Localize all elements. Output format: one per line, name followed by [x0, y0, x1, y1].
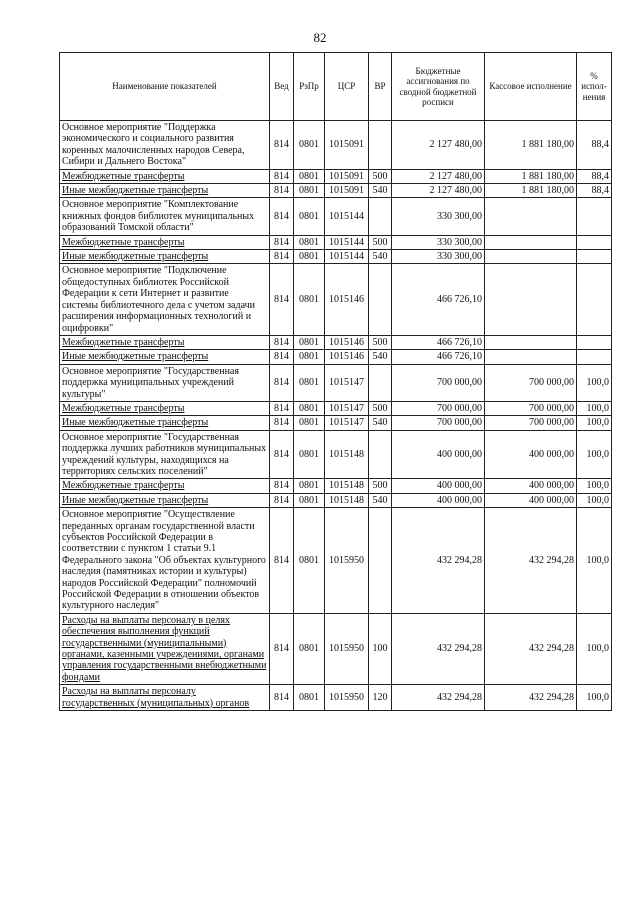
row-ved: 814: [270, 416, 294, 430]
row-budget: 700 000,00: [392, 416, 485, 430]
row-name: Межбюджетные трансферты: [60, 335, 270, 349]
row-name: Основное мероприятие "Комплектование книжных фондов библиотек муниципальных образований Томской области": [60, 198, 270, 235]
row-rzpr: 0801: [294, 416, 325, 430]
table-row: [60, 508, 612, 614]
row-csr: 1015148: [325, 493, 369, 507]
row-name: Расходы на выплаты персоналу государственных (муниципальных) органов: [60, 685, 270, 711]
row-pct: [577, 235, 612, 249]
row-name: Основное мероприятие "Подключение общедоступных библиотек Российской Федерации к сети Интернет и развитие системы библиотечного дела с учетом задачи расширения информационных технологий и оцифровки": [60, 264, 270, 335]
row-budget: 400 000,00: [392, 493, 485, 507]
row-csr: 1015950: [325, 508, 369, 614]
table-row: [60, 401, 612, 415]
row-csr: 1015147: [325, 364, 369, 401]
row-vr: [369, 121, 392, 170]
row-name: Основное мероприятие "Осуществление переданных органам государственной власти субъектов Российской Федерации в соответствии с пунктом 1 статьи 9.1 Федерального закона "Об объектах культурного наследия (памятниках истории и культуры) народов Российской Федерации" полномочий Российской Федерации в отношении объектов культурного наследия": [60, 508, 270, 614]
row-vr: 500: [369, 479, 392, 493]
row-cash: [485, 264, 577, 335]
row-budget: 700 000,00: [392, 401, 485, 415]
row-vr: 500: [369, 335, 392, 349]
row-budget: 400 000,00: [392, 479, 485, 493]
table-row: [60, 364, 612, 401]
row-rzpr: 0801: [294, 493, 325, 507]
row-vr: 540: [369, 416, 392, 430]
row-ved: 814: [270, 479, 294, 493]
row-rzpr: 0801: [294, 250, 325, 264]
row-pct: 88,4: [577, 121, 612, 170]
table-body: [60, 121, 612, 711]
row-ved: 814: [270, 235, 294, 249]
row-budget: 432 294,28: [392, 508, 485, 614]
row-rzpr: 0801: [294, 508, 325, 614]
row-vr: [369, 364, 392, 401]
row-name: Иные межбюджетные трансферты: [60, 184, 270, 198]
row-vr: [369, 430, 392, 479]
row-cash: 1 881 180,00: [485, 121, 577, 170]
table-row: [60, 685, 612, 711]
row-pct: 100,0: [577, 685, 612, 711]
table-row: [60, 335, 612, 349]
table-row: [60, 264, 612, 335]
table-row: [60, 184, 612, 198]
row-ved: 814: [270, 613, 294, 684]
row-rzpr: 0801: [294, 401, 325, 415]
row-ved: 814: [270, 493, 294, 507]
row-csr: 1015091: [325, 121, 369, 170]
row-pct: [577, 250, 612, 264]
row-cash: 432 294,28: [485, 613, 577, 684]
row-cash: [485, 335, 577, 349]
row-budget: 466 726,10: [392, 350, 485, 364]
table-row: [60, 121, 612, 170]
row-name: Иные межбюджетные трансферты: [60, 416, 270, 430]
row-vr: 540: [369, 184, 392, 198]
table-header-row: [60, 53, 612, 121]
row-csr: 1015146: [325, 335, 369, 349]
row-name: Иные межбюджетные трансферты: [60, 350, 270, 364]
row-pct: 100,0: [577, 401, 612, 415]
row-pct: 100,0: [577, 430, 612, 479]
row-name: Основное мероприятие "Государственная поддержка лучших работников муниципальных учреждений культуры, находящихся на территориях сельских поселений": [60, 430, 270, 479]
row-cash: 700 000,00: [485, 416, 577, 430]
row-pct: 100,0: [577, 479, 612, 493]
header-ved: Вед: [270, 53, 294, 121]
table-row: [60, 198, 612, 235]
row-cash: 432 294,28: [485, 685, 577, 711]
row-pct: 100,0: [577, 364, 612, 401]
table-row: [60, 350, 612, 364]
row-vr: [369, 264, 392, 335]
table-row: [60, 479, 612, 493]
row-budget: 2 127 480,00: [392, 184, 485, 198]
row-ved: 814: [270, 401, 294, 415]
row-name: Основное мероприятие "Поддержка экономического и социального развития коренных малочисленных народов Севера, Сибири и Дальнего Востока": [60, 121, 270, 170]
row-budget: 466 726,10: [392, 335, 485, 349]
row-name: Межбюджетные трансферты: [60, 401, 270, 415]
row-cash: [485, 198, 577, 235]
row-vr: 500: [369, 401, 392, 415]
header-name: Наименование показателей: [60, 53, 270, 121]
row-rzpr: 0801: [294, 184, 325, 198]
row-pct: [577, 350, 612, 364]
row-csr: 1015147: [325, 416, 369, 430]
row-ved: 814: [270, 121, 294, 170]
row-rzpr: 0801: [294, 169, 325, 183]
row-rzpr: 0801: [294, 685, 325, 711]
row-pct: 100,0: [577, 493, 612, 507]
row-rzpr: 0801: [294, 198, 325, 235]
row-rzpr: 0801: [294, 479, 325, 493]
row-rzpr: 0801: [294, 121, 325, 170]
budget-execution-table: [59, 52, 612, 711]
row-cash: [485, 350, 577, 364]
row-budget: 432 294,28: [392, 685, 485, 711]
row-pct: 100,0: [577, 416, 612, 430]
row-pct: 100,0: [577, 613, 612, 684]
row-budget: 2 127 480,00: [392, 169, 485, 183]
row-ved: 814: [270, 250, 294, 264]
row-name: Межбюджетные трансферты: [60, 479, 270, 493]
row-cash: 400 000,00: [485, 430, 577, 479]
row-vr: 100: [369, 613, 392, 684]
table-row: [60, 613, 612, 684]
header-cash: Кассовое исполнение: [485, 53, 577, 121]
row-ved: 814: [270, 364, 294, 401]
header-vr: ВР: [369, 53, 392, 121]
row-budget: 400 000,00: [392, 430, 485, 479]
row-csr: 1015091: [325, 184, 369, 198]
row-csr: 1015147: [325, 401, 369, 415]
row-csr: 1015144: [325, 250, 369, 264]
row-name: Иные межбюджетные трансферты: [60, 493, 270, 507]
row-name: Иные межбюджетные трансферты: [60, 250, 270, 264]
row-name: Расходы на выплаты персоналу в целях обеспечения выполнения функций государственными (муниципальными) органами, казенными учреждениями, органами управления государственными внебюджетными фондами: [60, 613, 270, 684]
row-ved: 814: [270, 335, 294, 349]
row-vr: 540: [369, 493, 392, 507]
header-rzpr: РзПр: [294, 53, 325, 121]
page-number: 82: [313, 30, 327, 45]
row-csr: 1015148: [325, 430, 369, 479]
row-budget: 2 127 480,00: [392, 121, 485, 170]
row-budget: 432 294,28: [392, 613, 485, 684]
row-ved: 814: [270, 264, 294, 335]
row-vr: 500: [369, 169, 392, 183]
row-vr: 120: [369, 685, 392, 711]
row-name: Основное мероприятие "Государственная поддержка муниципальных учреждений культуры": [60, 364, 270, 401]
row-vr: 500: [369, 235, 392, 249]
header-budget: Бюджетные ассигнования по сводной бюджетной росписи: [392, 53, 485, 121]
row-ved: 814: [270, 430, 294, 479]
table-row: [60, 235, 612, 249]
row-vr: 540: [369, 250, 392, 264]
row-csr: 1015146: [325, 264, 369, 335]
row-cash: 700 000,00: [485, 364, 577, 401]
row-cash: 432 294,28: [485, 508, 577, 614]
row-budget: 466 726,10: [392, 264, 485, 335]
row-rzpr: 0801: [294, 350, 325, 364]
row-csr: 1015950: [325, 613, 369, 684]
row-pct: [577, 198, 612, 235]
row-cash: 700 000,00: [485, 401, 577, 415]
row-ved: 814: [270, 685, 294, 711]
row-rzpr: 0801: [294, 430, 325, 479]
row-rzpr: 0801: [294, 613, 325, 684]
row-cash: [485, 250, 577, 264]
row-budget: 330 300,00: [392, 235, 485, 249]
row-rzpr: 0801: [294, 335, 325, 349]
row-name: Межбюджетные трансферты: [60, 235, 270, 249]
row-budget: 700 000,00: [392, 364, 485, 401]
header-pct: % испол-нения: [577, 53, 612, 121]
row-pct: 88,4: [577, 184, 612, 198]
row-csr: 1015146: [325, 350, 369, 364]
row-csr: 1015091: [325, 169, 369, 183]
row-vr: [369, 508, 392, 614]
row-ved: 814: [270, 508, 294, 614]
row-ved: 814: [270, 184, 294, 198]
table-row: [60, 250, 612, 264]
row-cash: 400 000,00: [485, 479, 577, 493]
row-csr: 1015148: [325, 479, 369, 493]
row-pct: 100,0: [577, 508, 612, 614]
table-row: [60, 430, 612, 479]
row-budget: 330 300,00: [392, 250, 485, 264]
row-csr: 1015144: [325, 198, 369, 235]
row-vr: 540: [369, 350, 392, 364]
table-row: [60, 416, 612, 430]
row-pct: 88,4: [577, 169, 612, 183]
row-pct: [577, 264, 612, 335]
row-csr: 1015144: [325, 235, 369, 249]
header-csr: ЦСР: [325, 53, 369, 121]
row-cash: 1 881 180,00: [485, 184, 577, 198]
row-cash: 1 881 180,00: [485, 169, 577, 183]
row-ved: 814: [270, 198, 294, 235]
row-ved: 814: [270, 350, 294, 364]
row-rzpr: 0801: [294, 364, 325, 401]
row-csr: 1015950: [325, 685, 369, 711]
row-vr: [369, 198, 392, 235]
row-pct: [577, 335, 612, 349]
row-budget: 330 300,00: [392, 198, 485, 235]
row-name: Межбюджетные трансферты: [60, 169, 270, 183]
row-cash: [485, 235, 577, 249]
row-cash: 400 000,00: [485, 493, 577, 507]
row-rzpr: 0801: [294, 235, 325, 249]
table-row: [60, 493, 612, 507]
table-row: [60, 169, 612, 183]
row-ved: 814: [270, 169, 294, 183]
row-rzpr: 0801: [294, 264, 325, 335]
